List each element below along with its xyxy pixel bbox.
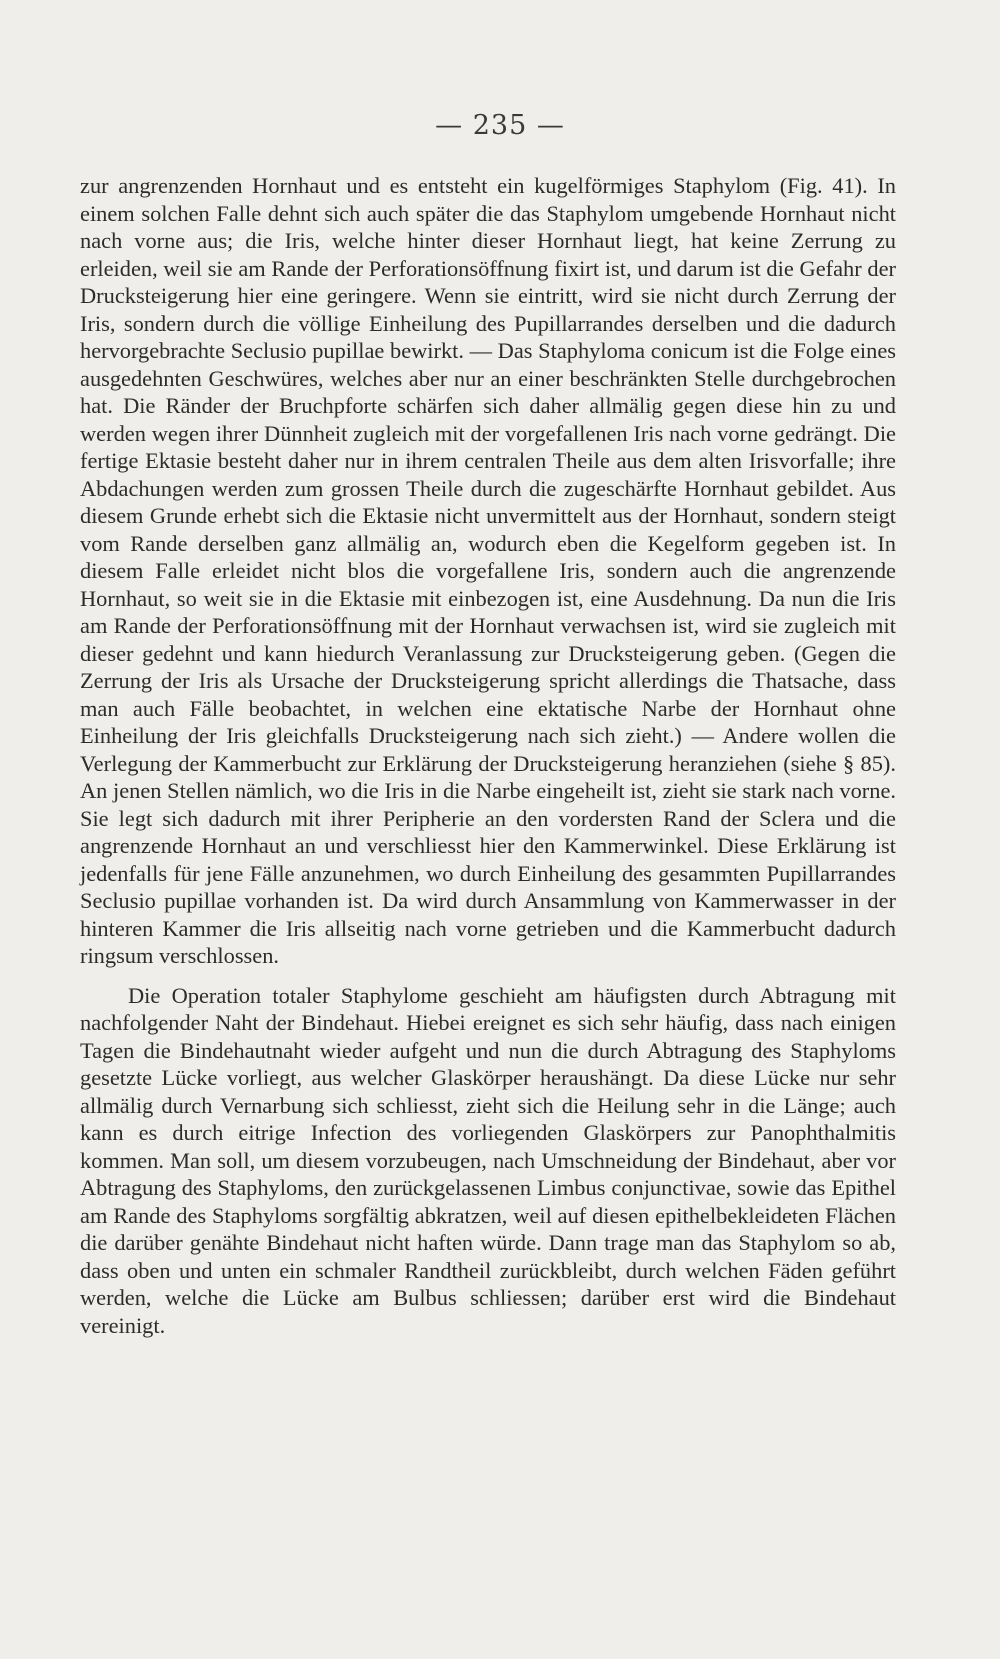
- page-number: — 235 —: [435, 110, 565, 141]
- paragraph: zur angrenzenden Hornhaut und es entsteht ein kugelförmiges Staphylom (Fig. 41). In einem solchen Falle dehnt sich auch später die das Staphylom umgebende Hornhaut nicht nach vorne aus; die Iris, welche hinter dieser Hornhaut liegt, hat keine Zerrung zu erleiden, weil sie am Rande der Perforationsöffnung fixirt ist, und darum ist die Gefahr der Drucksteigerung hier eine geringere. Wenn sie eintritt, wird sie nicht durch Zerrung der Iris, sondern durch die völlige Einheilung des Pupillarrandes derselben und die dadurch hervorgebrachte Seclusio pupillae bewirkt. — Das Staphyloma conicum ist die Folge eines ausgedehnten Geschwüres, welches aber nur an einer beschränkten Stelle durchgebrochen hat. Die Ränder der Bruchpforte schärfen sich daher allmälig gegen diese hin zu und werden wegen ihrer Dünnheit zugleich mit der vorgefallenen Iris nach vorne gedrängt. Die fertige Ektasie besteht daher nur in ihrem centralen Theile aus dem alten Irisvorfalle; ihre Abdachungen werden zum grossen Theile durch die zugeschärfte Hornhaut gebildet. Aus diesem Grunde erhebt sich die Ektasie nicht unvermittelt aus der Hornhaut, sondern steigt vom Rande derselben ganz allmälig an, wodurch eben die Kegelform gegeben ist. In diesem Falle erleidet nicht blos die vorgefallene Iris, sondern auch die angrenzende Hornhaut, so weit sie in die Ektasie mit einbezogen ist, eine Ausdehnung. Da nun die Iris am Rande der Perforationsöffnung mit der Hornhaut verwachsen ist, wird sie zugleich mit dieser gedehnt und kann hiedurch Veranlassung zur Drucksteigerung geben. (Gegen die Zerrung der Iris als Ursache der Drucksteigerung spricht allerdings die Thatsache, dass man auch Fälle beobachtet, in welchen eine ektatische Narbe der Hornhaut ohne Einheilung der Iris gleichfalls Drucksteigerung nach sich zieht.) — Andere wollen die Verlegung der Kammerbucht zur Erklärung der Drucksteigerung heranziehen (siehe § 85). An jenen Stellen nämlich, wo die Iris in die Narbe eingeheilt ist, zieht sie stark nach vorne. Sie legt sich dadurch mit ihrer Peripherie an den vordersten Rand der Sclera und die angrenzende Hornhaut an und verschliesst hier den Kammerwinkel. Diese Erklärung ist jedenfalls für jene Fälle anzunehmen, wo durch Einheilung des gesammten Pupillarrandes Seclusio pupillae vorhanden ist. Da wird durch Ansammlung von Kammerwasser in der hinteren Kammer die Iris allseitig nach vorne getrieben und die Kammerbucht dadurch ringsum verschlossen.: [80, 173, 896, 968]
- body-text: [80, 172, 896, 1339]
- paragraph: Die Operation totaler Staphylome geschieht am häufigsten durch Abtragung mit nachfolgender Naht der Bindehaut. Hiebei ereignet es sich sehr häufig, dass nach einigen Tagen die Bindehautnaht wieder aufgeht und nun die durch Abtragung des Staphyloms gesetzte Lücke vorliegt, aus welcher Glaskörper heraushängt. Da diese Lücke nur sehr allmälig durch Vernarbung sich schliesst, zieht sich die Heilung sehr in die Länge; auch kann es durch eitrige Infection des vorliegenden Glaskörpers zur Panophthalmitis kommen. Man soll, um diesem vorzubeugen, nach Umschneidung der Bindehaut, aber vor Abtragung des Staphyloms, den zurückgelassenen Limbus conjunctivae, sowie das Epithel am Rande des Staphyloms sorgfältig abkratzen, weil auf diesen epithelbekleideten Flächen die darüber genähte Bindehaut nicht haften würde. Dann trage man das Staphylom so ab, dass oben und unten ein schmaler Randtheil zurückbleibt, durch welchen Fäden geführt werden, welche die Lücke am Bulbus schliessen; darüber erst wird die Bindehaut vereinigt.: [80, 982, 896, 1338]
